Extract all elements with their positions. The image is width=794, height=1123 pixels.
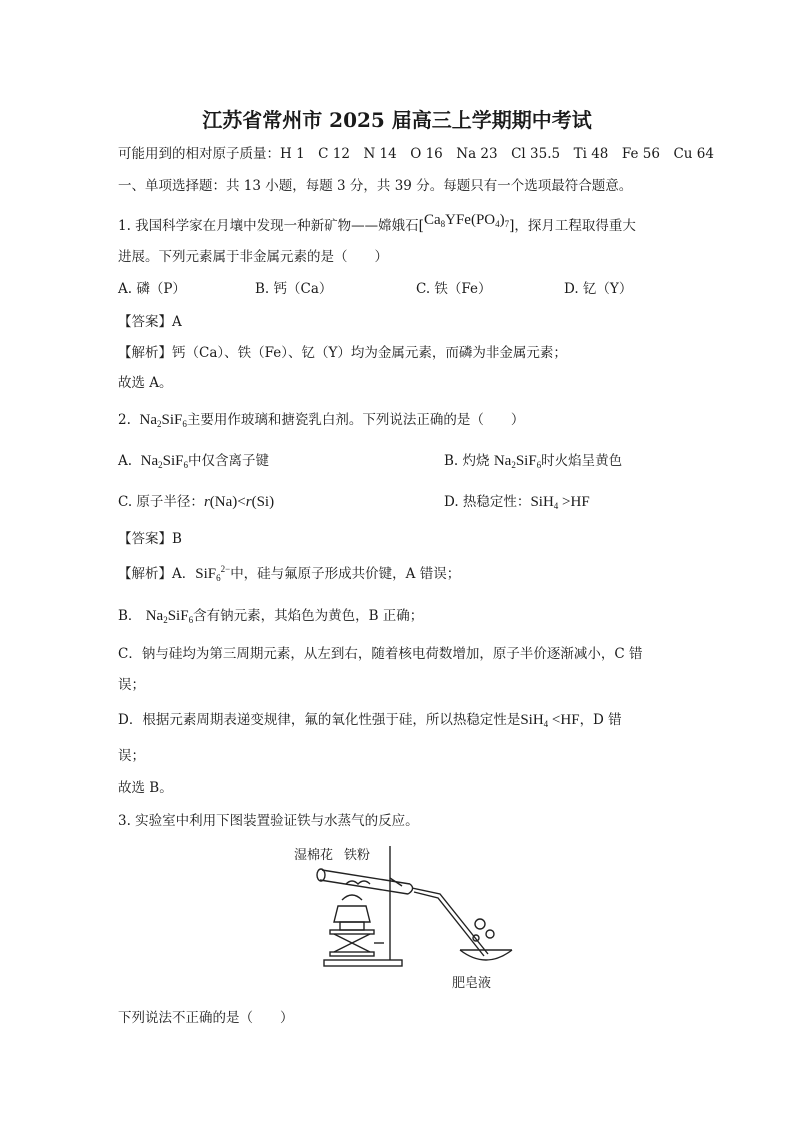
q3-follow: 下列说法不正确的是（ ） [118,1010,294,1026]
q1-formula-ca: Ca [423,212,441,228]
q1-option-b: B. 钙（Ca） [255,281,333,297]
q2-option-a-formula: $Na_2SiF_6$ [140,453,188,470]
q1-stem-b: ]，探月工程取得重大 [509,218,636,234]
q2-number: 2. [118,412,131,428]
q1-conclusion: 故选 A。 [118,375,173,391]
q2-exp-b-formula: $Na_2SiF_6$ [145,608,194,625]
q2-exp-b [118,606,423,626]
q1-stem-line1 [118,212,636,236]
q2-answer: 【答案】B [118,531,182,547]
q1-option-a: A. 磷（P） [118,281,186,297]
q2-option-c [118,492,274,512]
q2-exp-d-formula: SiH$_4$ <HF [520,712,580,729]
q2-option-d-label: D. 热稳定性： [444,494,531,510]
q2-option-d-formula: SiH$_4$ >HF [530,494,590,511]
q2-formula: $Na_2SiF_6$ [139,412,187,429]
q1-option-c: C. 铁（Fe） [416,281,492,297]
bubble [486,930,494,938]
q2-exp-d-text: D．根据元素周期表递变规律，氟的氧化性强于硅，所以热稳定性是 [118,712,521,728]
q1-stem-a: 1. 我国科学家在月壤中发现一种新矿物——嫦娥石[ [118,218,424,234]
q2-option-b-text: 时火焰呈黄色 [541,453,623,469]
q2-option-c-label: C. 原子半径： [118,494,204,510]
alcohol-lamp [334,895,370,930]
q2-option-a-text: 中仅含离子键 [188,453,269,469]
q1-analysis: 【解析】钙（Ca）、铁（Fe）、钇（Y）均为金属元素，而磷为非金属元素； [118,345,567,361]
wet-cotton-label: 湿棉花 [294,848,334,863]
q2-exp-d-line2: 误； [118,748,145,764]
q2-exp-a-label: 【解析】A． [118,566,196,582]
apparatus-figure [290,842,530,992]
q2-option-b-label: B. 灼烧 [444,453,490,469]
q2-option-a [118,451,269,471]
q2-exp-a [118,564,460,584]
iron-powder-marks [346,881,370,884]
section-heading: 一、单项选择题：共 13 小题，每题 3 分，共 39 分。每题只有一个选项最符合题意。 [118,178,633,194]
q2-exp-d-tail: ，D 错 [579,712,622,728]
q2-option-d [444,492,590,512]
q2-option-b [444,451,622,471]
q3-stem: 3. 实验室中利用下图装置验证铁与水蒸气的反应。 [118,813,419,829]
q2-exp-c-line1: C．钠与硅均为第三周期元素，从左到右，随着核电荷数增加，原子半价逐渐减小，C 错 [118,646,643,662]
q1-formula-yfe: YFe(PO [445,212,496,228]
bubble [475,919,485,929]
apparatus-drawing [290,842,530,972]
q2-conclusion: 故选 B。 [118,780,173,796]
stand-base [324,960,402,966]
q2-exp-b-label: B． [118,608,142,624]
q2-exp-b-text: 含有钠元素，其焰色为黄色，B 正确； [193,608,424,624]
q2-option-c-formula: r(Na)<r(Si) [203,494,275,510]
q1-formula-close: ) [499,212,505,228]
atomic-masses-line: 可能用到的相对原子质量：H 1 C 12 N 14 O 16 Na 23 Cl 35.5 Ti 48 Fe 56 Cu 64 [118,146,714,162]
q1-formula: $Ca_8YFe(PO_4)_7$ [423,212,510,229]
q2-exp-c-line2: 误； [118,677,145,693]
q2-stem [118,410,524,430]
q1-option-d: D. 钇（Y） [564,281,633,297]
q1-stem-line2: 进展。下列元素属于非金属元素的是（ ） [118,249,388,265]
q2-stem-text: 主要用作玻璃和搪瓷乳白剂。下列说法正确的是（ ） [186,412,525,428]
lab-jack [330,930,384,956]
q2-exp-a-formula: SiF$_6^{2-}$ [195,564,231,583]
q2-exp-d-line1 [118,710,622,730]
q1-answer: 【答案】A [118,314,182,330]
q2-option-b-formula: $Na_2SiF_6$ [493,453,542,470]
q2-option-a-label: A. [118,453,133,469]
soap-solution-label: 肥皂液 [452,976,492,991]
page-title: 江苏省常州市 2025 届高三上学期期中考试 [202,108,592,132]
iron-powder-label: 铁粉 [344,848,371,863]
q2-exp-a-text: 中，硅与氟原子形成共价键，A 错误； [230,566,461,582]
